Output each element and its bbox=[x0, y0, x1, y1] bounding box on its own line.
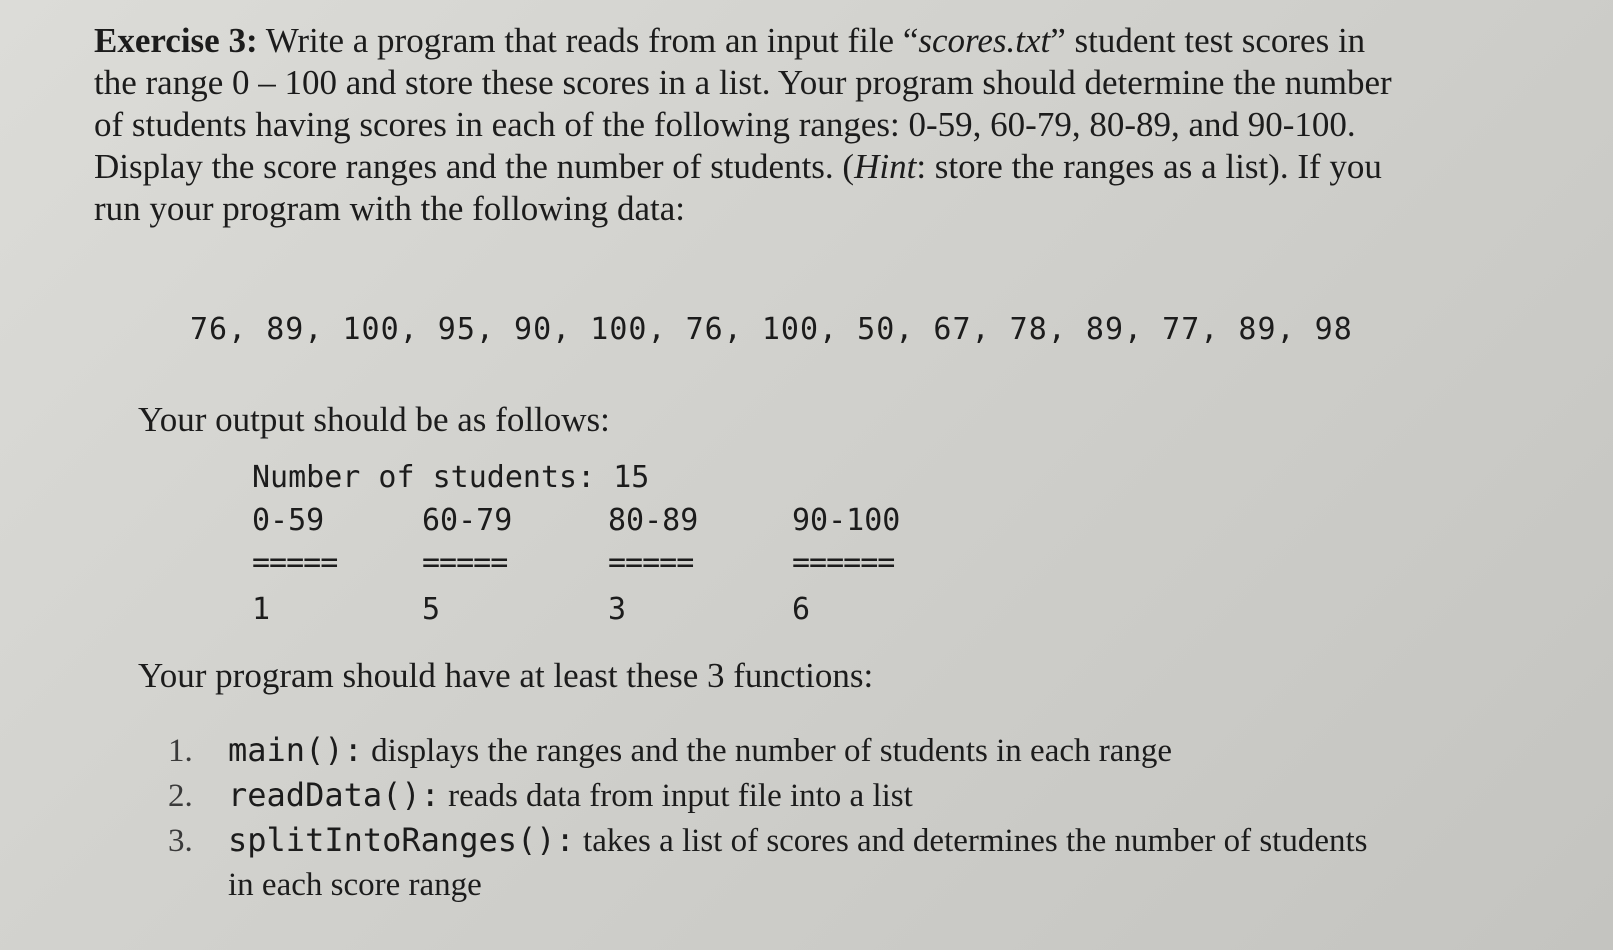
range-count: 5 bbox=[422, 592, 441, 627]
exercise-line-5: run your program with the following data: bbox=[94, 189, 685, 228]
range-header: 80-89 bbox=[608, 503, 699, 538]
exercise-line-4: Display the score ranges and the number of students. (Hint: store the ranges as a list). If you bbox=[94, 147, 1382, 186]
function-name: splitIntoRanges(): bbox=[228, 821, 575, 859]
separator: ===== bbox=[422, 545, 508, 580]
output-intro: Your output should be as follows: bbox=[138, 400, 610, 439]
exercise-line-1: Exercise 3: Write a program that reads from an input file “scores.txt” student test scores in bbox=[94, 21, 1366, 60]
list-item: 3. splitIntoRanges(): takes a list of scores and determines the number of students in each score range bbox=[168, 818, 1488, 907]
filename: scores.txt bbox=[918, 21, 1051, 60]
students-count-line: Number of students: 15 bbox=[252, 460, 650, 495]
exercise-label: Exercise 3: bbox=[94, 21, 258, 60]
separator: ===== bbox=[252, 545, 338, 580]
functions-list bbox=[168, 728, 1488, 907]
list-item: 2. readData(): reads data from input file into a list bbox=[168, 776, 913, 814]
separator: ====== bbox=[792, 545, 895, 580]
expected-output bbox=[252, 460, 972, 660]
exercise-line-3: of students having scores in each of the following ranges: 0-59, 60-79, 80-89, and 90-100. bbox=[94, 105, 1356, 144]
exercise-line-2: the range 0 – 100 and store these scores in a list. Your program should determine the number bbox=[94, 63, 1392, 102]
range-header: 0-59 bbox=[252, 503, 325, 538]
separator: ===== bbox=[608, 545, 694, 580]
range-count: 3 bbox=[608, 592, 627, 627]
list-item: 1. main(): displays the ranges and the number of students in each range bbox=[168, 731, 1173, 769]
exercise-paragraph bbox=[94, 20, 1474, 230]
range-header: 90-100 bbox=[792, 503, 901, 538]
sample-data: 76, 89, 100, 95, 90, 100, 76, 100, 50, 67, 78, 89, 77, 89, 98 bbox=[190, 312, 1353, 347]
range-count: 1 bbox=[252, 592, 271, 627]
range-count: 6 bbox=[792, 592, 811, 627]
hint-label: Hint bbox=[854, 147, 917, 186]
range-header: 60-79 bbox=[422, 503, 513, 538]
list-item-continuation: in each score range bbox=[228, 867, 482, 903]
functions-intro: Your program should have at least these 3 functions: bbox=[138, 656, 874, 695]
function-name: readData(): bbox=[228, 776, 440, 814]
function-name: main(): bbox=[228, 731, 363, 769]
